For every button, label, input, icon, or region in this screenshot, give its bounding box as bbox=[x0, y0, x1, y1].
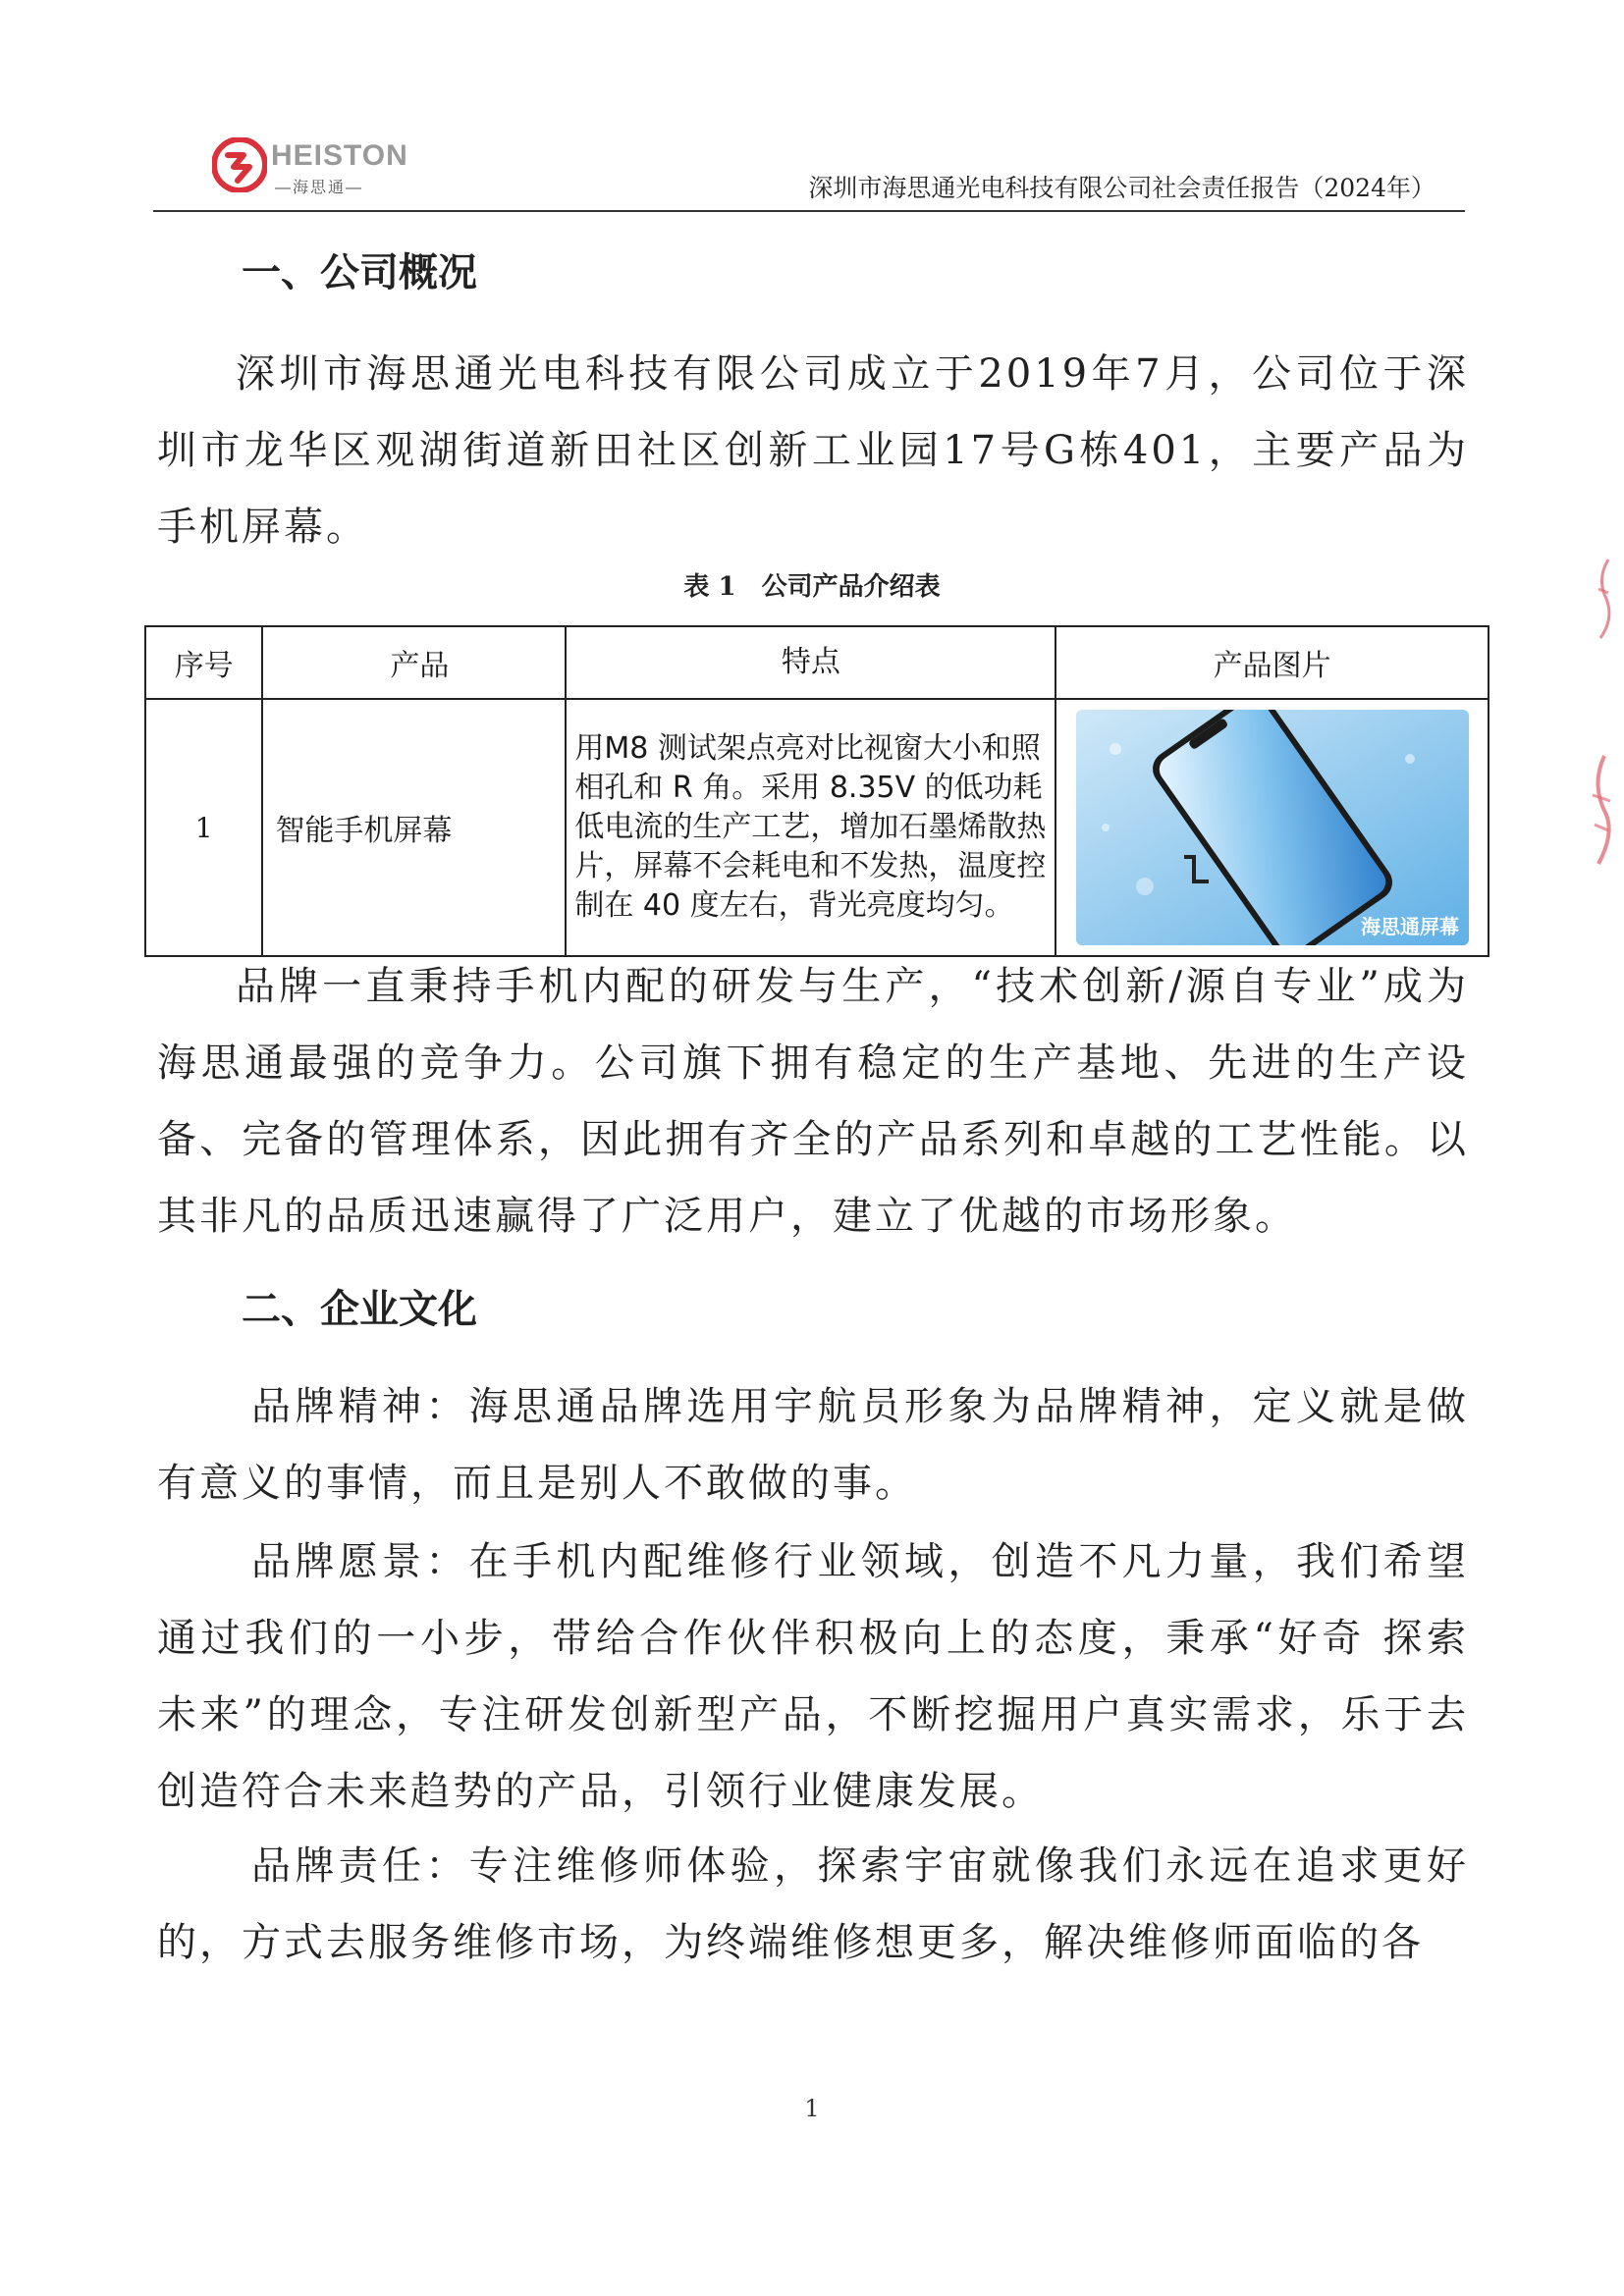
cell-features: 用M8 测试架点亮对比视窗大小和照相孔和 R 角。采用 8.35V 的低功耗低电流的生产工艺，增加石墨烯散热片，屏幕不会耗电和不发热，温度控制在 40 度左右，背光亮度均匀。 bbox=[566, 699, 1056, 956]
table-row bbox=[145, 699, 1489, 956]
table-header-cell: 产品 bbox=[262, 626, 566, 699]
paragraph-brand-vision: 品牌愿景：在手机内配维修行业领域，创造不凡力量，我们希望通过我们的一小步，带给合作伙伴积极向上的态度，秉承“好奇 探索 未来”的理念，专注研发创新型产品，不断挖掘用户真实需求，乐于去创造符合未来趋势的产品，引领行业健康发展。 bbox=[157, 1539, 1469, 1814]
table-header-cell: 产品图片 bbox=[1056, 626, 1489, 699]
page-number: 1 bbox=[804, 2095, 820, 2122]
section-heading-overview: 一、公司概况 bbox=[242, 250, 477, 295]
table-header-cell: 序号 bbox=[145, 626, 262, 699]
cell-number: 1 bbox=[145, 699, 262, 956]
table-header-cell: 特点 bbox=[566, 626, 1056, 699]
image-caption: 海思通屏幕 bbox=[1360, 915, 1459, 938]
paragraph-company-overview: 深圳市海思通光电科技有限公司成立于2019年7月，公司位于深圳市龙华区观湖街道新田社区创新工业园17号G栋401，主要产品为手机屏幕。 bbox=[157, 351, 1469, 550]
paragraph-brand: 品牌一直秉持手机内配的研发与生产，“技术创新/源自专业”成为海思通最强的竞争力。公司旗下拥有稳定的生产基地、先进的生产设备、完备的管理体系，因此拥有齐全的产品系列和卓越的工艺性能。以其非凡的品质迅速赢得了广泛用户，建立了优越的市场形象。 bbox=[157, 964, 1469, 1239]
paragraph-brand-spirit: 品牌精神：海思通品牌选用宇航员形象为品牌精神，定义就是做有意义的事情，而且是别人不敢做的事。 bbox=[157, 1384, 1469, 1506]
section-heading-culture: 二、企业文化 bbox=[242, 1287, 477, 1332]
paragraph-brand-responsibility: 品牌责任：专注维修师体验，探索宇宙就像我们永远在追求更好的，方式去服务维修市场，为终端维修想更多，解决维修师面临的各 bbox=[157, 1843, 1469, 1965]
table-header-row bbox=[145, 626, 1489, 699]
red-seal-stamp bbox=[1579, 550, 1618, 883]
cell-image bbox=[1056, 699, 1489, 956]
report-title: 深圳市海思通光电科技有限公司社会责任报告（2024年） bbox=[808, 174, 1435, 202]
phone-screen-image bbox=[1076, 710, 1469, 945]
product-table bbox=[144, 625, 1489, 957]
cell-product: 智能手机屏幕 bbox=[262, 699, 566, 956]
page-header bbox=[153, 126, 1465, 212]
table-caption: 表 1 公司产品介绍表 bbox=[683, 572, 941, 602]
logo-subtitle: —海思通— bbox=[275, 180, 364, 196]
heiston-logo-icon bbox=[212, 137, 267, 192]
company-logo bbox=[212, 135, 408, 200]
logo-wordmark: HEISTON bbox=[271, 139, 408, 172]
